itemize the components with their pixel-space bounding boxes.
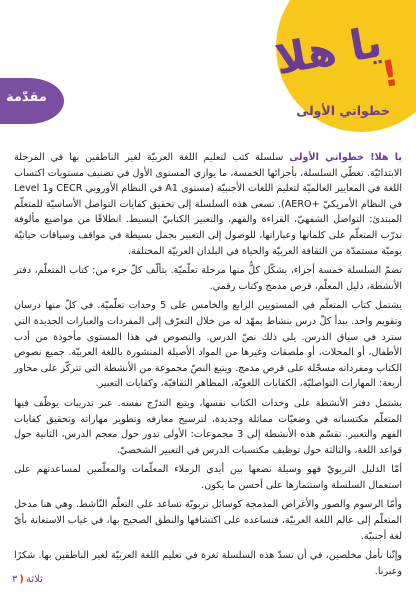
paragraph-4: يشتمل دفتر الأنشطة على وحدات الكتاب نفسها، ويتبع التدرّج نفسه. عبر تدريبات يوظّف فيها المتعلّم مكتسباته في وضعيّات مماثلة وجديدة، لترسيخ معارفه وتطوير مهاراته وتحقيق كفايات الفهم والتعبير. تقسّم هذه الأنشطة إلى 3 مجموعات: الأولى تدور حول معجم الدرس، الثانية حول قواعد اللغة، والثالثة حول توظيف مكتسبات الدرس في التعبير الشخصيّ. — [14, 397, 402, 456]
series-name: يا هلا! خطواتي الأولى — [289, 152, 402, 163]
page-number-word: ثلاثة — [25, 574, 43, 585]
page-number-bracket-icon: ( — [19, 574, 24, 585]
paragraph-7: وإنّنا نأمل مخلصين، في أن تسدّ هذه السلسلة ثغرة في تعليم اللغة العربيّة لغير الناطقين بها. شكرًا وعبرنا. — [14, 550, 402, 577]
paragraph-5: أمّا الدليل التربويّ فهو وسيلة نضعها بين أيدي الزملاء المعلّمات والمعلّمين لمساعدتهم على استعمال السلسلة واستثمارها على أحسن ما يكون. — [14, 464, 402, 491]
paragraph-1 — [14, 150, 402, 259]
logo-exclamation-mark: ! — [378, 52, 402, 97]
logo-subtitle: خطواتي الأولى — [296, 103, 390, 118]
section-label: مقدّمة — [6, 90, 47, 105]
paragraph-2: تضمّ السلسلة خمسة أجزاء، يشكّل كلٌّ منها مرحلة تعلّميّة. يتألّف كلّ جزء من: كتاب المتعلّم، دفتر الأنشطة، دليل المعلّم، قرص مدمج وكتاب رقمي. — [14, 265, 402, 292]
paragraph-6: وأمّا الرسوم والصور والأغراض المدمجة كوسائل تربويّة تساعد على التعلّم النّاشط. وهي هنا مدخل المتعلّم إلى عالم اللغة العربيّة، فتساعده على اكتشافها والنطق الصحيح بها، في غياب الاستعانة بأيّ لغة أجنبيّة. — [14, 499, 402, 542]
intro-text — [14, 150, 402, 583]
page-number-digit: ٣ — [12, 574, 18, 585]
paragraph-3: يشتمل كتاب المتعلّم في المستويين الرابع والخامس على 5 وحدات تعلّميّة. في كلّ منها درسان وتقويم واحد. يبدأ كلّ درس بنشاط يمهّد له من خلال التعرّف إلى المفردات والعبارات الجديدة التي سترد في سياق الدرس. يلي ذلك نصّ الدرس. والنصوص في هذا المستوى مأخوذة من أدب الأطفال، أو المجلات، أو ملصقات وغيرها من المواد الأصيلة المنشورة باللغة العربيّة. جميع نصوص الكتاب ومفرداته مسجّلة على قرص مدمج. ويتبع النصّ مجموعة من الأنشطة التي تتركّز على محاور أربعة: المهارات التواصليّة، الكفايات اللغويّة، المظاهر الثقافيّة، وكفايات التعبير. — [14, 300, 402, 390]
logo-title: يا هلا — [271, 17, 386, 84]
paragraph-1-text: سلسلة كتب لتعليم اللغة العربيّة لغير الناطقين بها في المرحلة الابتدائيّة. تغطّي السلسلة، بأجزائها الخمسة، ما يوازي المستوى الأول في تصنيف مستويات اكتساب اللغة في المعايير العالميّة لتعليم اللغات الأجنبيّة (مستوى A1 في النظام الأوروبي CECR وLevel 1 في النظام الأمريكيّ +AERO). تسعى هذه السلسلة إلى تحقيق كفايات التواصل الأساسيّة للمتعلّم المبتدئ: التواصل الشفهيّ، القراءة والفهم، والتعبير الكتابيّ البسيط. انطلاقًا من مواضيع مألوفة تدرّب المتعلّم على كلماتها وعباراتها، للوصول إلى التعبير بجمل بسيطة في مواقف وسياقات حياتيّة يوميّة مستمدّة من الثقافة العربيّة والحياة في البلدان العربيّة المختلفة. — [14, 152, 402, 257]
page-number — [12, 574, 43, 585]
